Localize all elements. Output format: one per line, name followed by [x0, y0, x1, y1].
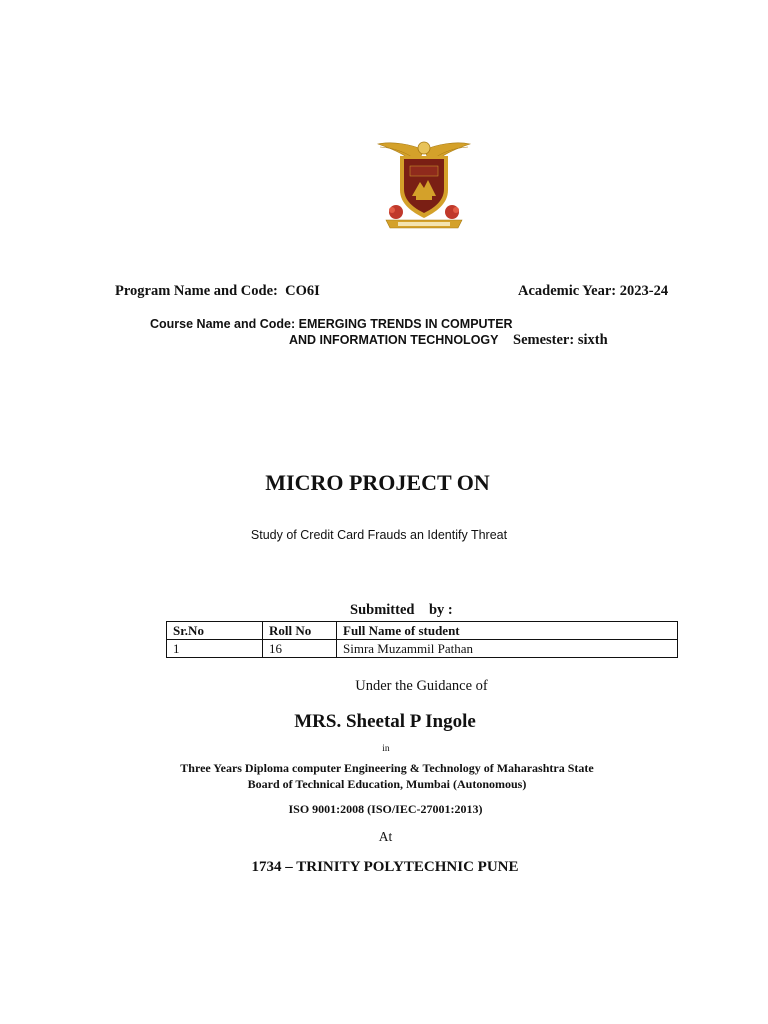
project-subtitle: Study of Credit Card Frauds an Identify Threat: [250, 528, 508, 542]
guide-name: MRS. Sheetal P Ingole: [294, 711, 476, 732]
diploma-line-1: Three Years Diploma computer Engineering & Technology of Maharashtra State: [180, 761, 594, 775]
semester-label: Semester:: [513, 332, 575, 348]
at-label: At: [378, 829, 393, 844]
header-sr-no: Sr.No: [167, 622, 263, 640]
cell-sr-no: 1: [167, 640, 263, 658]
course-name-line-2: AND INFORMATION TECHNOLOGY: [289, 333, 499, 347]
course-label: Course Name and Code:: [150, 317, 296, 331]
table-row: [167, 640, 678, 658]
course-name-line-1: [150, 317, 513, 331]
institute-crest-logo: [376, 138, 472, 232]
guidance-label: Under the Guidance of: [355, 678, 488, 694]
program-code: CO6I: [285, 283, 320, 299]
students-table: [166, 621, 678, 658]
cell-full-name: Simra Muzammil Pathan: [337, 640, 678, 658]
academic-year: [518, 283, 668, 300]
in-label: in: [382, 744, 390, 754]
table-header-row: [167, 622, 678, 640]
program-name-and-code: [115, 283, 320, 300]
iso-certification: ISO 9001:2008 (ISO/IEC-27001:2013): [288, 802, 483, 816]
project-title: MICRO PROJECT ON: [265, 470, 490, 495]
course-name-part-1: EMERGING TRENDS IN COMPUTER: [298, 317, 513, 331]
diploma-line-2: Board of Technical Education, Mumbai (Autonomous): [247, 777, 527, 791]
cell-roll-no: 16: [263, 640, 337, 658]
submitted-by-label: Submitted by :: [350, 602, 453, 618]
semester-value: sixth: [577, 332, 608, 348]
semester: [513, 332, 608, 349]
header-full-name: Full Name of student: [337, 622, 678, 640]
college-name: 1734 – TRINITY POLYTECHNIC PUNE: [251, 859, 519, 875]
academic-year-label: Academic Year:: [518, 283, 617, 299]
header-roll-no: Roll No: [263, 622, 337, 640]
academic-year-value: 2023-24: [619, 283, 669, 299]
program-label: Program Name and Code:: [115, 283, 278, 299]
